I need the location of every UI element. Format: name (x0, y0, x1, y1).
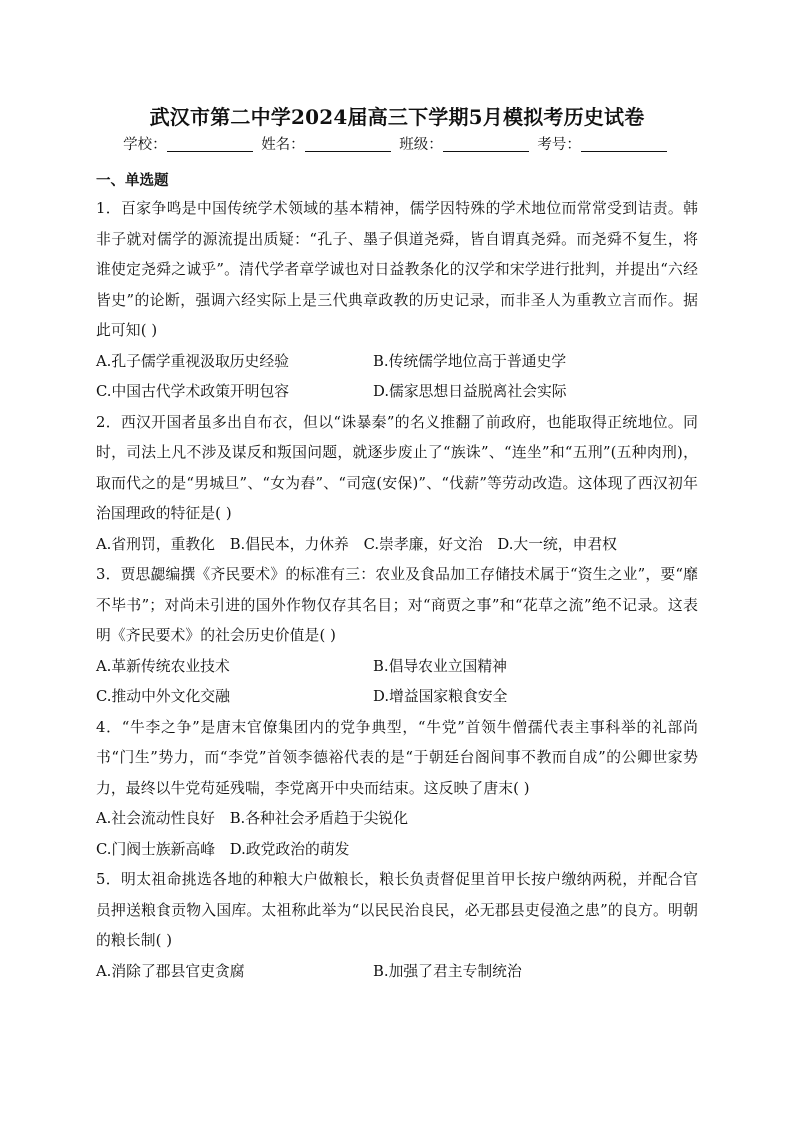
question-stem: 2．西汉开国者虽多出自布衣，但以“诛暴秦”的名义推翻了前政府，也能取得正统地位。同时，司法上凡不涉及谋反和叛国问题，就逐步废止了“族诛”、“连坐”和“五刑”(五种肉刑)，取而代之的是“男城旦”、“女为舂”、“司寇(安保)”、“伐薪”等劳动改造。这体现了西汉初年治国理政的特征是( ) (96, 413, 698, 522)
option-d[interactable]: D.儒家思想日益脱离社会实际 (373, 383, 567, 400)
option-d[interactable]: D.政党政治的萌发 (229, 840, 350, 858)
options (96, 347, 698, 408)
option-c[interactable]: C.中国古代学术政策开明包容 (96, 383, 290, 400)
question-stem: 1．百家争鸣是中国传统学术领域的基本精神，儒学因特殊的学术地位而常常受到诘责。韩非子就对儒学的源流提出质疑：“孔子、墨子俱道尧舜，皆自谓真尧舜。而尧舜不复生，将谁使定尧舜之诚乎”。清代学者章学诚也对日益教条化的汉学和宋学进行批判，并提出“六经皆史”的论断，强调六经实际上是三代典章政教的历史记录，而非圣人为重教立言而作。据此可知( ) (96, 200, 698, 339)
options (96, 530, 698, 561)
question-1 (96, 194, 698, 408)
class-blank[interactable] (443, 137, 529, 152)
option-a[interactable]: A.孔子儒学重视汲取历史经验 (96, 352, 289, 370)
option-b[interactable]: B.加强了君主专制统治 (373, 962, 522, 980)
class-field: 班级： (399, 134, 533, 156)
option-d[interactable]: D.大一统，申君权 (497, 535, 617, 553)
option-a[interactable]: A.社会流动性良好 (96, 810, 215, 827)
question-stem: 3．贾思勰编撰《齐民要术》的标准有三：农业及食品加工存储技术属于“资生之业”，要“靡不毕书”；对尚未引进的国外作物仅存其名目；对“商贾之事”和“花草之流”绝不记录。这表明《齐民要术》的社会历史价值是( ) (96, 566, 698, 644)
option-c[interactable]: C.推动中外文化交融 (96, 688, 230, 705)
name-field: 姓名： (261, 134, 395, 156)
question-4 (96, 713, 698, 866)
option-b[interactable]: B.各种社会矛盾趋于尖锐化 (229, 810, 409, 827)
question-3 (96, 560, 698, 713)
option-a[interactable]: A.消除了郡县官吏贪腐 (96, 962, 245, 980)
option-b[interactable]: B.倡导农业立国精神 (373, 657, 507, 675)
option-a[interactable]: A.省刑罚，重教化 (96, 535, 215, 553)
student-info-line (96, 134, 698, 156)
option-b[interactable]: B.倡民本，力休养 (229, 535, 349, 553)
question-5 (96, 865, 698, 987)
options (96, 957, 698, 988)
name-blank[interactable] (305, 137, 391, 152)
exam-title: 武汉市第二中学2024届高三下学期5月模拟考历史试卷 (149, 105, 645, 129)
question-stem: 4．“牛李之争”是唐末官僚集团内的党争典型，“牛党”首领牛僧孺代表主事科举的礼部尚书“门生”势力，而“李党”首领李德裕代表的是“于朝廷台阁间事不教而自成”的公卿世家势力，最终以牛党苟延残喘，李党离开中央而结束。这反映了唐末( ) (96, 718, 698, 797)
question-2 (96, 408, 698, 561)
exam-number-field: 考号： (537, 134, 671, 156)
option-c[interactable]: C.崇孝廉，好文治 (363, 535, 483, 553)
school-field: 学校： (123, 134, 257, 156)
options (96, 652, 698, 713)
exam-number-blank[interactable] (581, 137, 667, 152)
school-blank[interactable] (167, 137, 253, 152)
options (96, 804, 698, 835)
section-heading: 一、单选题 (96, 173, 169, 189)
option-a[interactable]: A.革新传统农业技术 (96, 657, 230, 675)
options-row-2 (96, 835, 698, 866)
option-d[interactable]: D.增益国家粮食安全 (373, 688, 508, 705)
option-b[interactable]: B.传统儒学地位高于普通史学 (373, 352, 567, 370)
question-stem: 5．明太祖命挑选各地的种粮大户做粮长，粮长负责督促里首甲长按户缴纳两税，并配合官员押送粮食贡物入国库。太祖称此举为“以民民治良民，必无郡县吏侵渔之患”的良方。明朝的粮长制( ) (96, 871, 698, 949)
option-c[interactable]: C.门阀士族新高峰 (96, 840, 216, 858)
